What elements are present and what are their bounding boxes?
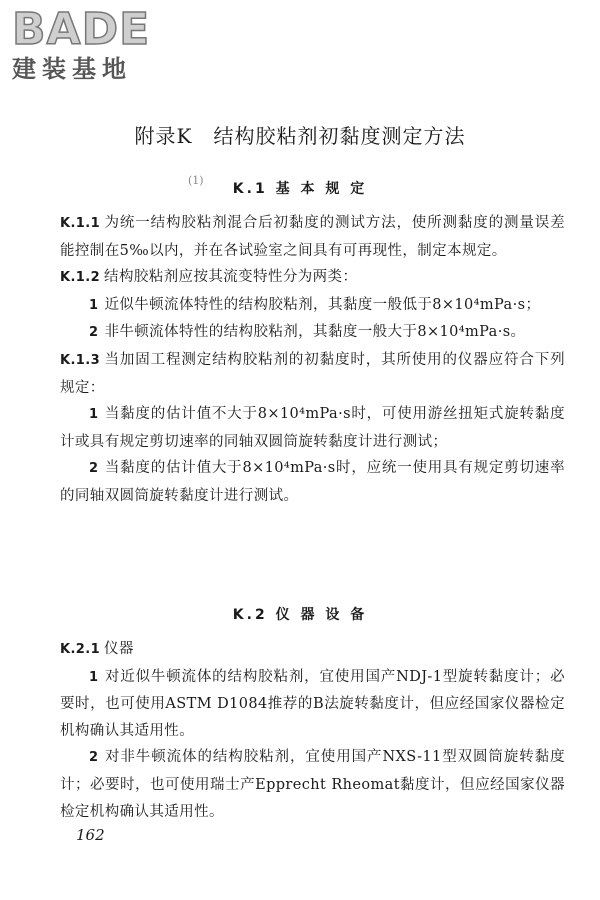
list-item: [60, 744, 565, 825]
logo-subtitle-text: 建装基地: [12, 55, 132, 83]
item-text: 非牛顿流体特性的结构胶粘剂，其黏度一般大于8×10⁴mPa·s。: [104, 324, 526, 341]
list-item: [60, 319, 565, 347]
section-k1-body: [60, 210, 565, 510]
clause-k1-3: [60, 347, 565, 401]
section-heading-k2: K.2 仪 器 设 备: [232, 607, 368, 623]
item-number: 1: [89, 297, 99, 313]
item-text: 对近似牛顿流体的结构胶粘剂，宜使用国产NDJ-1型旋转黏度计；必要时，也可使用ASTM D1084推荐的B法旋转黏度计，但应经国家仪器检定机构确认其适用性。: [60, 668, 565, 739]
margin-mark: (1): [188, 174, 204, 187]
item-number: 2: [89, 461, 99, 477]
clause-number: K.1.1: [60, 216, 101, 231]
item-number: 1: [89, 407, 99, 423]
clause-k1-2: [60, 264, 565, 292]
item-number: 1: [89, 669, 99, 685]
clause-number: K.1.3: [60, 352, 101, 368]
page-title: 附录K 结构胶粘剂初黏度测定方法: [134, 124, 466, 148]
logo-brand-text: BADE: [12, 4, 151, 55]
item-text: 当黏度的估计值大于8×10⁴mPa·s时，应统一使用具有规定剪切速率的同轴双圆筒旋转黏度计进行测试。: [60, 460, 565, 504]
item-text: 当黏度的估计值不大于8×10⁴mPa·s时，可使用游丝扭矩式旋转黏度计或具有规定剪切速率的同轴双圆筒旋转黏度计进行测试；: [60, 406, 565, 450]
item-text: 对非牛顿流体的结构胶粘剂，宜使用国产NXS-11型双圆筒旋转黏度计；必要时，也可使用瑞士产Epprecht Rheomat黏度计，但应经国家仪器检定机构确认其适用性。: [60, 749, 565, 820]
list-item: [60, 664, 565, 745]
item-text: 近似牛顿流体特性的结构胶粘剂，其黏度一般低于8×10⁴mPa·s；: [104, 296, 541, 313]
list-item: [60, 401, 565, 455]
clause-number: K.1.2: [60, 270, 101, 286]
clause-text: 结构胶粘剂应按其流变特性分为两类：: [104, 269, 358, 286]
item-number: 2: [89, 325, 99, 341]
clause-k2-1: [60, 636, 565, 664]
list-item: [60, 455, 565, 509]
clause-text: 当加固工程测定结构胶粘剂的初黏度时，其所使用的仪器应符合下列规定：: [60, 351, 565, 396]
list-item: [60, 292, 565, 320]
page-number: 162: [76, 826, 105, 844]
clause-k1-1: [60, 210, 565, 264]
bade-logo: [12, 6, 177, 90]
clause-number: K.2.1: [60, 642, 101, 657]
section-k2-body: [60, 636, 565, 825]
item-number: 2: [89, 750, 99, 766]
clause-text: 仪器: [104, 641, 134, 657]
clause-text: 为统一结构胶粘剂混合后初黏度的测试方法，使所测黏度的测量误差能控制在5‰以内，并在各试验室之间具有可再现性，制定本规定。: [60, 215, 565, 259]
section-heading-k1: K.1 基 本 规 定: [232, 181, 368, 197]
